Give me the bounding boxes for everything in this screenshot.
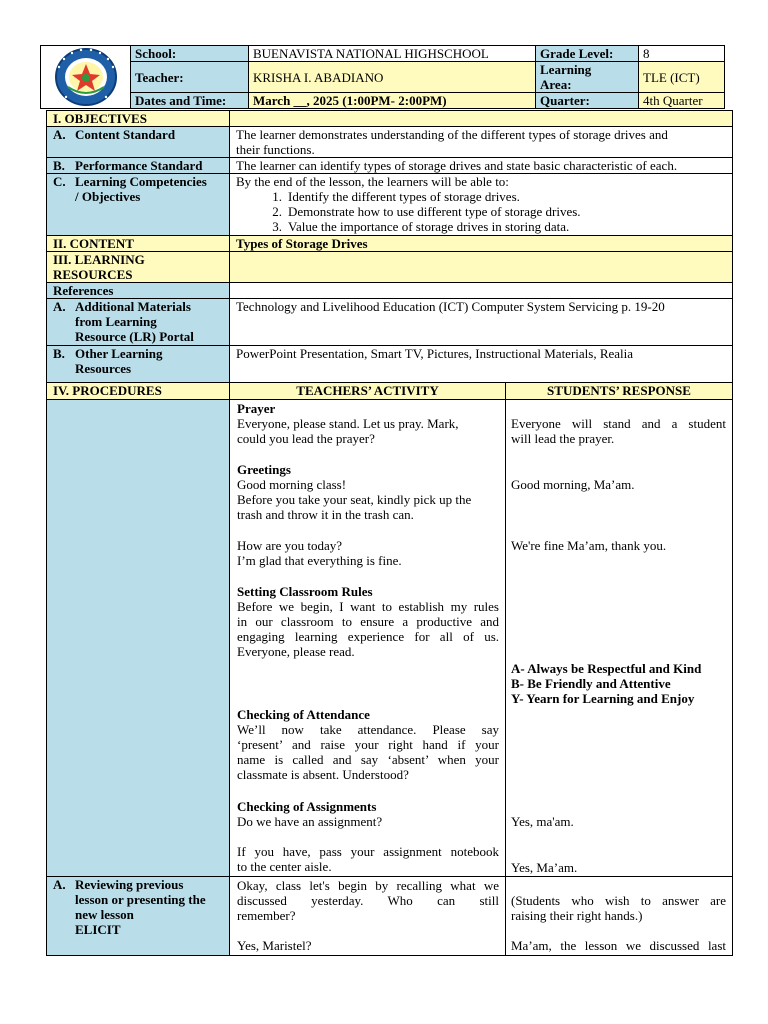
other-resources-text-1: Other Learning	[75, 346, 163, 361]
competencies-text-2: / Objectives	[75, 189, 141, 204]
rule-b: B- Be Friendly and Attentive	[511, 676, 671, 691]
review-student-line: Ma’am, the lesson we discussed last	[511, 938, 726, 953]
review-teacher-line: Yes, Maristel?	[237, 938, 312, 953]
students-response-header: STUDENTS’ RESPONSE	[505, 383, 732, 399]
content-row	[47, 236, 732, 252]
resources-heading-fill	[230, 252, 732, 282]
attendance-title: Checking of Attendance	[237, 707, 370, 722]
rules-line: engaging learning experience for all of us.	[237, 629, 499, 644]
resources-row	[47, 252, 732, 283]
prayer-response-line: Everyone will stand and a student	[511, 416, 726, 431]
competency-number: 2.	[272, 204, 282, 219]
teacher-value: KRISHA I. ABADIANO	[249, 62, 536, 93]
additional-materials-text-2: from Learning	[75, 314, 157, 329]
competencies-row	[47, 174, 732, 236]
greetings-title: Greetings	[237, 462, 291, 477]
additional-materials-label	[47, 299, 230, 345]
performance-standard-letter: B.	[53, 158, 65, 173]
school-value: BUENAVISTA NATIONAL HIGHSCHOOL	[249, 46, 536, 62]
performance-standard-value: The learner can identify types of storage drives and state basic characteristic of each.	[236, 158, 678, 173]
other-resources-row	[47, 346, 732, 383]
objectives-heading: I. OBJECTIVES	[47, 111, 230, 126]
preliminary-label	[47, 400, 230, 876]
content-standard-line2: their functions.	[236, 142, 315, 157]
other-resources-label	[47, 346, 230, 382]
competency-item	[260, 204, 726, 219]
performance-standard-row	[47, 158, 732, 174]
content-standard-text: Content Standard	[75, 127, 176, 142]
rules-line: in our classroom to ensure a productive and	[237, 614, 499, 629]
greetings-line: trash and throw it in the trash can.	[237, 507, 414, 522]
content-heading: II. CONTENT	[47, 236, 230, 251]
learning-area-label	[536, 62, 639, 93]
additional-materials-row	[47, 299, 732, 346]
review-text-3: new lesson	[75, 907, 134, 922]
prayer-line: Everyone, please stand. Let us pray. Mark,	[237, 416, 459, 431]
learning-area-label-line1: Learning	[540, 62, 592, 77]
grade-value: 8	[639, 46, 724, 62]
content-standard-letter: A.	[53, 127, 66, 142]
teacher-review	[237, 878, 499, 953]
teacher-prayer	[237, 401, 499, 446]
competency-text: Value the importance of storage drives in storing data.	[288, 219, 570, 234]
attendance-line: name is called and say ‘absent’ when your	[237, 752, 499, 767]
assignments-line: to the center aisle.	[237, 859, 332, 874]
competencies-letter: C.	[53, 174, 66, 189]
content-standard-label	[47, 127, 230, 157]
additional-materials-text-3: Resource (LR) Portal	[75, 329, 194, 344]
review-label	[47, 877, 230, 955]
assignments-line: If you have, pass your assignment notebook	[237, 844, 499, 859]
competency-text: Identify the different types of storage drives.	[288, 189, 520, 204]
rules-title: Setting Classroom Rules	[237, 584, 373, 599]
student-assignment-response-2: Yes, Ma’am.	[511, 860, 578, 875]
competency-item	[260, 219, 726, 234]
attendance-line: classmate is absent. Understood?	[237, 767, 409, 782]
quarter-value: 4th Quarter	[639, 93, 724, 108]
how-line: How are you today?	[237, 538, 343, 553]
school-logo	[41, 46, 131, 108]
how-line: I’m glad that everything is fine.	[237, 553, 402, 568]
other-resources-text-2: Resources	[75, 361, 132, 376]
teacher-classroom-rules	[237, 584, 499, 659]
review-letter: A.	[53, 877, 66, 892]
resources-heading-line2: RESOURCES	[53, 267, 133, 282]
teacher-how-are-you	[237, 538, 499, 568]
teacher-assignments	[237, 799, 499, 874]
competencies-text-1: Learning Competencies	[75, 174, 207, 189]
competency-item	[260, 189, 726, 204]
review-teacher-line: remember?	[237, 908, 296, 923]
competencies-label	[47, 174, 230, 235]
review-student-line: raising their right hands.)	[511, 908, 643, 923]
references-row	[47, 283, 732, 299]
student-greeting-response: Good morning, Ma’am.	[511, 477, 635, 492]
quarter-label: Quarter:	[536, 93, 639, 108]
rule-a: A- Always be Respectful and Kind	[511, 661, 702, 676]
performance-standard-text: Performance Standard	[75, 158, 203, 173]
student-assignment-response-1: Yes, ma'am.	[511, 814, 574, 829]
performance-standard-label	[47, 158, 230, 173]
resources-heading	[47, 252, 230, 282]
teacher-greetings	[237, 462, 499, 522]
learning-area-value: TLE (ICT)	[639, 62, 724, 93]
learning-area-label-line2: Area:	[540, 77, 572, 92]
review-teacher-line: Okay, class let's begin by recalling what we	[237, 878, 499, 893]
review-text-4: ELICIT	[75, 922, 121, 937]
competencies-list	[236, 189, 726, 234]
additional-materials-value: Technology and Livelihood Education (ICT) Computer System Servicing p. 19-20	[236, 299, 665, 314]
content-standard-line1: The learner demonstrates understanding of the different types of storage drives and	[236, 127, 668, 142]
content-standard-value	[230, 127, 732, 157]
review-row	[47, 877, 732, 955]
lesson-plan-table	[46, 110, 733, 956]
references-label: References	[47, 283, 230, 298]
header-table	[40, 45, 725, 109]
teachers-activity-header: TEACHERS’ ACTIVITY	[230, 383, 505, 399]
resources-heading-line1: III. LEARNING	[53, 252, 145, 267]
procedures-header-row	[47, 383, 732, 400]
review-teacher-line: discussed yesterday. Who can still	[237, 893, 499, 908]
assignments-line: Do we have an assignment?	[237, 814, 383, 829]
column-divider	[505, 877, 506, 955]
objectives-row	[47, 111, 732, 127]
greetings-line: Good morning class!	[237, 477, 347, 492]
content-standard-row	[47, 127, 732, 158]
column-divider	[505, 400, 506, 876]
prayer-title: Prayer	[237, 401, 276, 416]
competency-number: 3.	[272, 219, 282, 234]
school-label: School:	[131, 46, 249, 62]
competencies-value	[230, 174, 732, 235]
teacher-label: Teacher:	[131, 62, 249, 93]
competencies-intro: By the end of the lesson, the learners will be able to:	[236, 174, 509, 189]
competency-number: 1.	[272, 189, 282, 204]
dates-label: Dates and Time:	[131, 93, 249, 108]
prayer-response-line: will lead the prayer.	[511, 431, 615, 446]
school-seal-icon	[46, 47, 126, 107]
rules-line: Before we begin, I want to establish my rules	[237, 599, 499, 614]
competency-text: Demonstrate how to use different type of storage drives.	[288, 204, 581, 219]
review-text-2: lesson or presenting the	[75, 892, 206, 907]
teacher-attendance	[237, 707, 499, 782]
procedures-heading: IV. PROCEDURES	[47, 383, 230, 399]
other-resources-value: PowerPoint Presentation, Smart TV, Pictures, Instructional Materials, Realia	[236, 346, 634, 361]
student-how-response: We're fine Ma’am, thank you.	[511, 538, 667, 553]
review-student-line: (Students who wish to answer are	[511, 893, 726, 908]
prayer-line: could you lead the prayer?	[237, 431, 375, 446]
rule-y: Y- Yearn for Learning and Enjoy	[511, 691, 695, 706]
other-resources-letter: B.	[53, 346, 65, 361]
dates-value: March __, 2025 (1:00PM- 2:00PM)	[249, 93, 536, 108]
student-review	[511, 893, 726, 953]
references-value	[230, 283, 732, 298]
student-rules-response	[511, 661, 726, 706]
content-value: Types of Storage Drives	[230, 236, 732, 251]
preliminary-activities-row	[47, 400, 732, 877]
attendance-line: We’ll now take attendance. Please say	[237, 722, 499, 737]
additional-materials-text-1: Additional Materials	[75, 299, 191, 314]
review-text-1: Reviewing previous	[75, 877, 184, 892]
student-prayer	[511, 416, 726, 446]
greetings-line: Before you take your seat, kindly pick up the	[237, 492, 472, 507]
assignments-title: Checking of Assignments	[237, 799, 377, 814]
grade-label: Grade Level:	[536, 46, 639, 62]
rules-line: Everyone, please read.	[237, 644, 355, 659]
attendance-line: ‘present’ and raise your right hand if your	[237, 737, 499, 752]
objectives-heading-fill	[230, 111, 732, 126]
additional-materials-letter: A.	[53, 299, 66, 314]
